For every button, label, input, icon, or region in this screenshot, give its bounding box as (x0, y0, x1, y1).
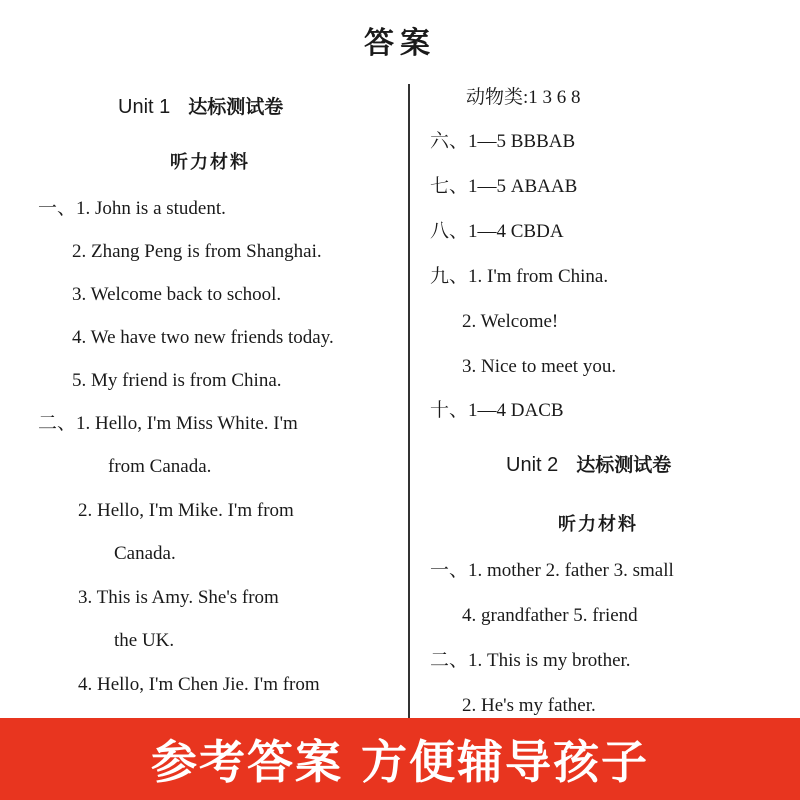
answer-line: 4. We have two new friends today. (72, 327, 334, 348)
answer-line: 2. He's my father. (462, 695, 596, 716)
unit-1-label: Unit 1 (118, 96, 171, 118)
unit-1-cn-title: 达标测试卷 (188, 96, 284, 118)
answer-line: 一、1. John is a student. (38, 198, 226, 219)
answer-line: from Canada. (108, 456, 212, 477)
answer-line: 十、1—4 DACB (430, 400, 564, 421)
column-divider (408, 84, 410, 720)
answer-line: 二、1. This is my brother. (430, 650, 631, 671)
answer-line: 二、1. Hello, I'm Miss White. I'm (38, 413, 298, 434)
answer-line: 4. Hello, I'm Chen Jie. I'm from (78, 674, 320, 695)
answer-line: Canada. (114, 543, 176, 564)
answer-line: 2. Zhang Peng is from Shanghai. (72, 241, 322, 262)
unit-2-heading (506, 450, 671, 477)
answer-line: 2. Welcome! (462, 311, 559, 332)
answer-line: 3. This is Amy. She's from (78, 587, 279, 608)
answer-line: 动物类:1 3 6 8 (466, 87, 581, 108)
answer-line: 一、1. mother 2. father 3. small (430, 560, 674, 581)
answer-line: 六、1—5 BBBAB (430, 131, 576, 152)
page-title: 答案 (364, 26, 436, 61)
unit-2-section-title: 听力材料 (558, 514, 638, 535)
answer-line: 七、1—5 ABAAB (430, 176, 578, 197)
answer-line: 3. Welcome back to school. (72, 284, 282, 305)
promo-banner: 参考答案 方便辅导孩子 (0, 718, 800, 800)
unit-1-section-title: 听力材料 (170, 152, 250, 173)
answer-line: 5. My friend is from China. (72, 370, 282, 391)
answer-line: 4. grandfather 5. friend (462, 605, 638, 626)
unit-2-cn-title: 达标测试卷 (576, 454, 672, 476)
unit-1-heading (118, 92, 283, 119)
unit-2-label: Unit 2 (506, 454, 559, 476)
answer-line: the UK. (114, 630, 175, 651)
answer-line: 2. Hello, I'm Mike. I'm from (78, 500, 294, 521)
answer-line: 九、1. I'm from China. (430, 266, 609, 287)
answer-line: 3. Nice to meet you. (462, 356, 617, 377)
answer-line: 八、1—4 CBDA (430, 221, 564, 242)
